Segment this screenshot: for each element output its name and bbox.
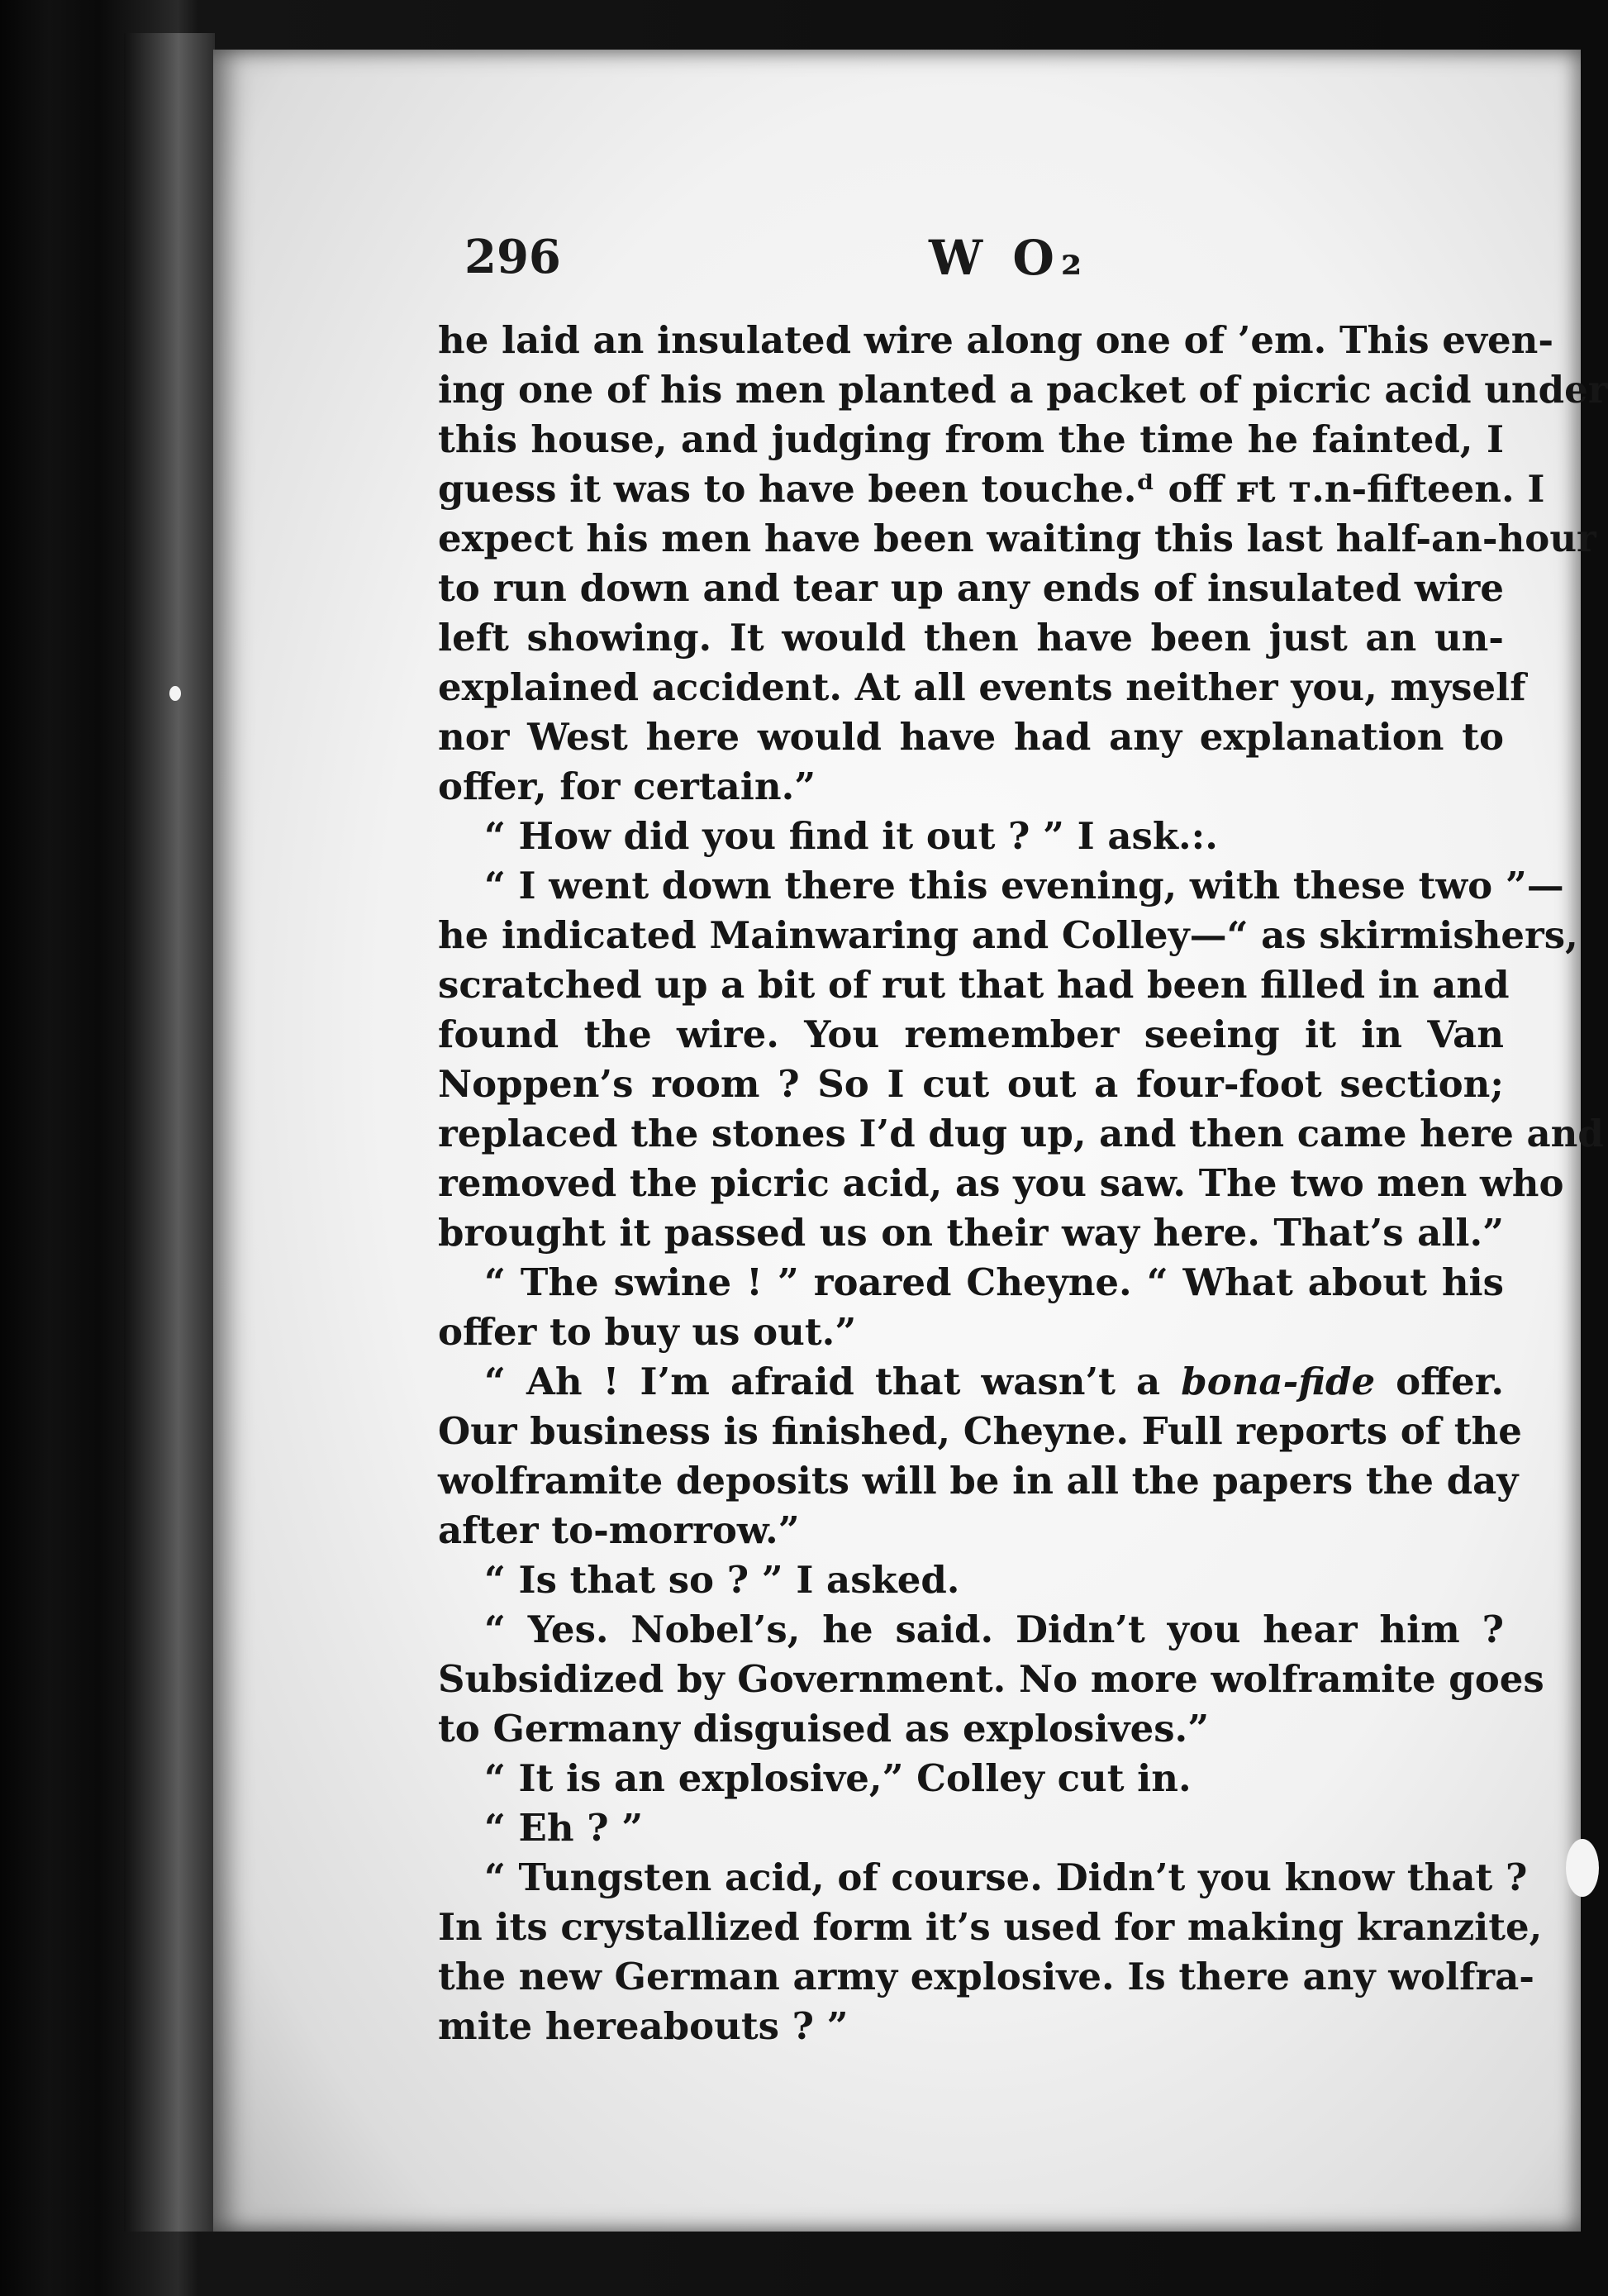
text-line: “ The swine ! ” roared Cheyne. “ What about his [484,1260,1504,1304]
text-line: guess it was to have been touche.ᵈ off ꜰt ᴛ.n-fifteen. I [438,467,1545,511]
text-line: nor West here would have had any explanation to [438,715,1504,759]
text-line: “ How did you find it out ? ” I ask.:. [484,814,1218,858]
text-line: Noppen’s room ? So I cut out a four-foot section; [438,1062,1504,1106]
text-line: explained accident. At all events neither you, myself [438,665,1526,709]
text-line: Our business is finished, Cheyne. Full reports of the [438,1409,1522,1453]
text-line: In its crystallized form it’s used for making kranzite, [438,1905,1543,1949]
text-line: wolframite deposits will be in all the papers the day [438,1459,1519,1503]
text-line [438,1357,1504,1407]
running-head [248,230,1504,296]
text-line: after to-morrow.” [438,1508,800,1552]
text-line: left showing. It would then have been just an un- [438,616,1504,660]
page-number: 296 [464,230,561,284]
text-line: he laid an insulated wire along one of ’em. This even- [438,318,1554,362]
text-line: “ Is that so ? ” I asked. [484,1558,960,1602]
text-line: Subsidized by Government. No more wolframite goes [438,1657,1544,1701]
text-line: “ Yes. Nobel’s, he said. Didn’t you hear him ? [484,1608,1504,1651]
text-line: scratched up a bit of rut that had been filled in and [438,963,1510,1007]
text-segment: offer. [1375,1360,1504,1403]
chapter-title: W O₂ [929,230,1089,286]
text-line: “ It is an explosive,” Colley cut in. [484,1756,1192,1800]
text-line: “ Eh ? ” [484,1806,644,1850]
italic-phrase: bona-fide [1181,1360,1376,1403]
text-line: replaced the stones I’d dug up, and then came here and [438,1112,1604,1155]
body-text [438,316,1608,2051]
paper-speck [169,686,181,701]
text-line: mite hereabouts ? ” [438,2004,849,2048]
text-line: the new German army explosive. Is there any wolfra- [438,1955,1534,1998]
text-line: to run down and tear up any ends of insulated wire [438,566,1504,610]
text-line: removed the picric acid, as you saw. The two men who [438,1161,1564,1205]
text-line: this house, and judging from the time he fainted, I [438,417,1504,461]
text-line: expect his men have been waiting this last half-an-hour [438,517,1596,560]
text-line: he indicated Mainwaring and Colley—“ as skirmishers, [438,913,1578,957]
paper-speck [1566,1839,1599,1897]
text-line: offer to buy us out.” [438,1310,857,1354]
text-line: “ I went down there this evening, with these two ”— [484,864,1564,907]
text-line: found the wire. You remember seeing it in Van [438,1012,1504,1056]
text-line: brought it passed us on their way here. That’s all.” [438,1211,1504,1255]
text-line: ing one of his men planted a packet of picric acid under [438,368,1608,412]
text-segment: “ Ah ! I’m afraid that wasn’t a [484,1360,1182,1403]
text-line: offer, for certain.” [438,765,816,808]
text-line: “ Tungsten acid, of course. Didn’t you know that ? [484,1855,1528,1899]
book-spine-edge [124,33,215,2232]
text-line: to Germany disguised as explosives.” [438,1707,1210,1751]
